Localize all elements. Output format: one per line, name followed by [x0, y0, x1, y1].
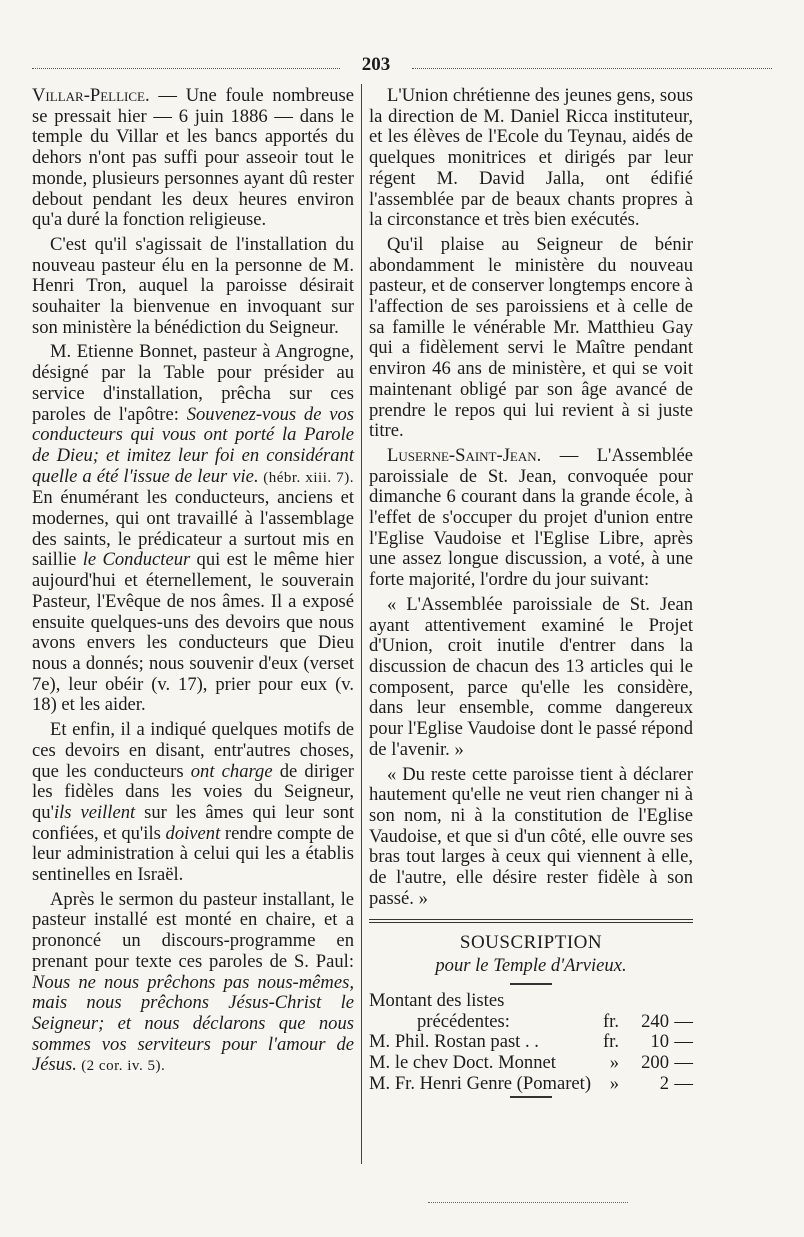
paragraph-text: qui est le même hier aujourd'hui et éternellement, le souverain Pasteur, l'Evêque de nos âmes. Il a exposé ensuite quelques-uns des devoirs que nous avons envers les conducteurs que Dieu nous a donnés; nous souvenir d'eux (verset 7e), leur obéir (v. 17), prier pour eux (v. 18) et les aider. [32, 549, 354, 716]
page-header [32, 52, 772, 80]
page-number: 203 [361, 54, 391, 75]
donor-label: M. Phil. Rostan past . . [369, 1031, 539, 1053]
emphasis: doivent [165, 822, 221, 844]
paragraph: L'Union chrétienne des jeunes gens, sous la direction de M. Daniel Ricca instituteur, et les élèves de l'Ecole du Teynau, aidés de quelques monitrices et dirigés par leur régent M. David Jalla, ont édifié l'assemblée par de beaux chants propres à la circonstance et très bien exécutés. [369, 85, 693, 231]
dash: — [674, 1031, 693, 1053]
paragraph-text: — Une foule nombreuse se pressait hier — 6 juin 1886 — dans le temple du Villar et les bancs apportés du dehors n'ont pas suffi pour asseoir tout le monde, plusieurs personnes ayant dû rester debout pendant les deux heures environ qu'a duré la fonction religieuse. [32, 85, 354, 231]
amount: 2 [659, 1072, 670, 1094]
currency: » [609, 1072, 620, 1094]
donor-label: M. Fr. Henri Genre (Pomaret) [369, 1072, 592, 1094]
paragraph: Qu'il plaise au Seigneur de bénir abondamment le ministère du nouveau pasteur, et de conserver longtemps encore à l'affection de ses paroissiens et à celle de sa famille le vénérable Mr. Matthieu Gay qui a fidèlement servi le Maître pendant environ 46 ans de ministère, et qui se voit maintenant obligé par son âge avancé de prendre le repos qui lui revient à si juste titre. [369, 233, 693, 442]
left-column [32, 86, 354, 1081]
list-item [369, 991, 693, 1012]
paragraph-text: M. Etienne Bonnet, pasteur à Angrogne, désigné par la Table pour présider au service d'installation, prêcha sur ces paroles de l'apôtre: [32, 341, 354, 425]
paragraph: C'est qu'il s'agissait de l'installation du nouveau pasteur élu en la personne de M. Henri Tron, auquel la paroisse désirait souhaiter la bienvenue en invoquant sur son ministère la bénédiction du Seigneur. [32, 233, 354, 338]
scripture-quote: Nous ne nous prêchons pas nous-mêmes, mais nous prêchons Jésus-Christ le Seigneur; et nous déclarons que nous sommes vos serviteurs pour l'amour de Jésus. [32, 971, 354, 1076]
paragraph-text: de diriger les fidèles dans les voies du Seigneur, qu' [32, 760, 354, 823]
list-item [369, 1012, 693, 1033]
amount: 240 [641, 1010, 669, 1032]
emphasis: ont charge [190, 760, 273, 782]
emphasis: le Conducteur [82, 549, 191, 571]
currency: fr. [602, 1010, 619, 1032]
short-rule [510, 1096, 552, 1098]
amount: 200 [641, 1051, 669, 1073]
header-rule-left [32, 68, 340, 69]
paragraph [32, 720, 354, 886]
subscription-list [369, 991, 693, 1095]
article-luserne-saint-jean [369, 446, 693, 591]
dash: — [674, 1072, 693, 1094]
dash: — [674, 1051, 693, 1073]
donor-label: précédentes: [417, 1010, 510, 1032]
quoted-resolution: « L'Assemblée paroissiale de St. Jean ayant attentivement examiné le Projet d'Union, croit inutile d'entrer dans la discussion de chacun des 13 articles qui le composent, parce qu'elle les considère, dans leur ensemble, comme dangereux pour l'Eglise Vaudoise dont le passé répond de l'avenir. » [369, 593, 693, 760]
section-separator [369, 919, 693, 923]
quoted-resolution: « Du reste cette paroisse tient à déclarer hautement qu'elle ne veut rien changer ni à son nom, ni à la constitution de l'Eglise Vaudoise, et que si d'un côté, elle ouvre ses bras tout larges à ceux qui viennent à elle, de l'autre, elle désire rester fidèle à son passé. » [369, 763, 693, 909]
subscription-subtitle: pour le Temple d'Arvieux. [435, 955, 627, 977]
scripture-quote: Souvenez-vous de vos conducteurs qui vous ont porté la Parole de Dieu; et imitez leur foi en considérant quelle a été l'issue de leur vie. [32, 403, 355, 487]
short-rule [510, 983, 552, 985]
place-heading: Luserne-Saint-Jean. [387, 444, 542, 466]
amount: 10 [650, 1031, 669, 1053]
currency: » [609, 1051, 619, 1073]
paragraph-text: Après le sermon du pasteur installant, le pasteur installé est monté en chaire, et a prononcé un discours-programme en prenant pour texte ces paroles de S. Paul: [32, 888, 354, 972]
paragraph-text: — L'Assemblée paroissiale de St. Jean, convoquée pour dimanche 6 courant dans la grande école, à l'effet de s'occuper du projet d'union entre l'Eglise Vaudoise et l'Eglise Libre, après une assez longue discussion, a voté, à une forte majorité, l'ordre du jour suivant: [369, 444, 693, 591]
currency: fr. [602, 1031, 619, 1053]
paragraph-text: sur les âmes qui leur sont confiées, et qu'ils [32, 801, 354, 844]
paragraph-text: En énumérant les conducteurs, anciens et modernes, qui ont travaillé à l'assemblage des saints, le prédicateur a surtout mis en saillie [32, 487, 354, 571]
article-villar-pellice [32, 86, 354, 231]
paragraph [32, 342, 354, 716]
header-rule-right [412, 68, 772, 69]
donor-label: M. le chev Doct. Monnet [369, 1051, 556, 1073]
dash: — [674, 1010, 693, 1032]
emphasis: ils veillent [53, 801, 136, 823]
donor-label: Montant des listes [369, 989, 505, 1011]
scripture-citation: (2 cor. iv. 5). [76, 1058, 166, 1075]
list-item [369, 1053, 693, 1074]
subscription-title: SOUSCRIPTION [459, 932, 603, 954]
paragraph-text: rendre compte de leur administration à celui qui les a établis sentinelles en Israël. [32, 822, 354, 886]
right-column [369, 86, 693, 1104]
list-item [369, 1074, 693, 1095]
bottom-dotted-rule [428, 1202, 628, 1203]
paragraph-text: Et enfin, il a indiqué quelques motifs de ces devoirs en disant, entr'autres choses, que les conducteurs [32, 719, 354, 782]
list-item [369, 1032, 693, 1053]
paragraph [32, 890, 354, 1077]
column-divider [361, 84, 362, 1164]
scripture-citation: (hébr. xiii. 7). [258, 469, 354, 486]
place-heading: Villar-Pellice. [32, 85, 150, 106]
